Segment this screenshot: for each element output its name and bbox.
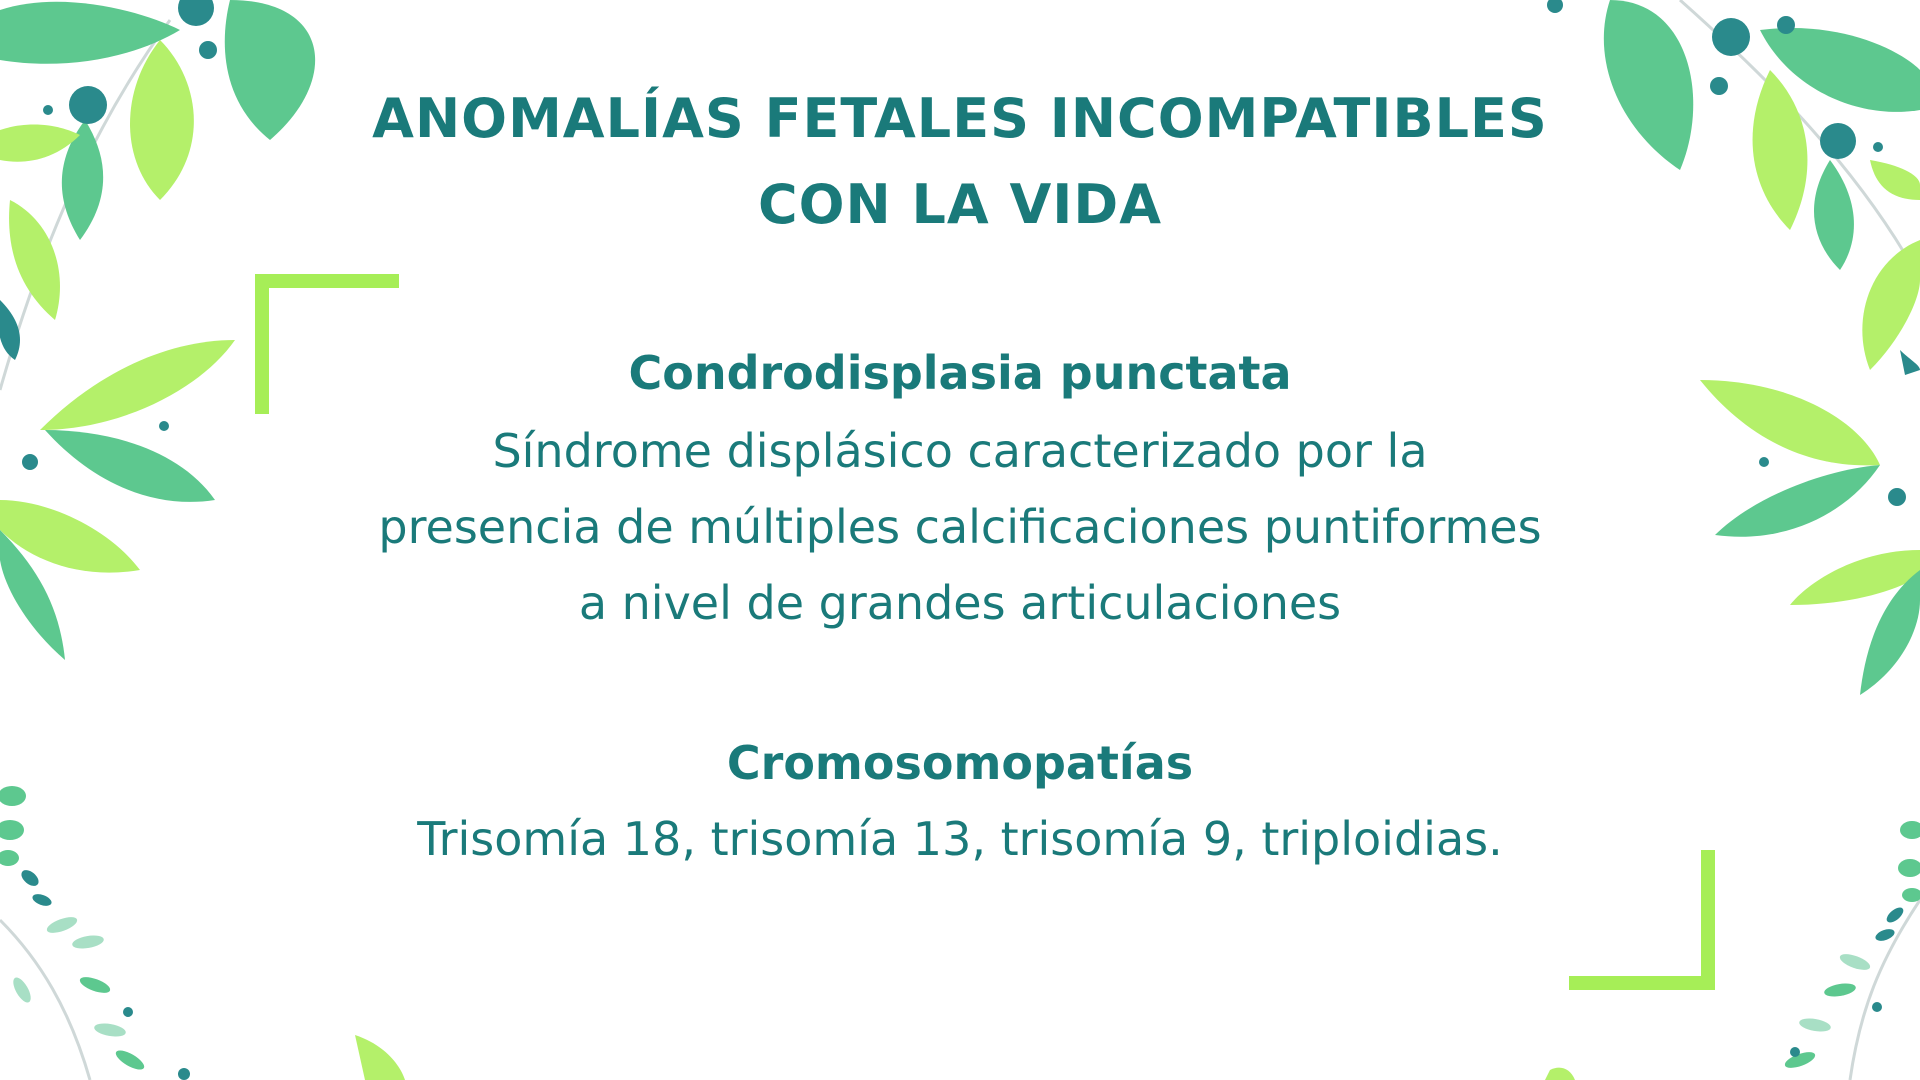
leaf-icon [1902, 888, 1920, 902]
corner-bracket-bottom-right-vertical [1701, 850, 1715, 990]
leaf-icon [1783, 1049, 1817, 1071]
corner-bracket-top-left-horizontal [255, 274, 399, 288]
corner-bracket-bottom-right-horizontal [1569, 976, 1715, 990]
page-title-line-2: CON LA VIDA [757, 173, 1163, 236]
berry-dot-icon [1547, 0, 1563, 13]
berry-dot-icon [1790, 1047, 1800, 1057]
berry-dot-icon [1777, 16, 1795, 34]
leaf-icon [1823, 981, 1857, 998]
section-text-line: Síndrome displásico caracterizado por la [492, 424, 1428, 478]
berry-dot-icon [178, 1068, 190, 1080]
berry-dot-icon [178, 0, 214, 26]
berry-dot-icon [1712, 18, 1750, 56]
leaf-icon [93, 1021, 127, 1038]
leaf-icon [71, 933, 105, 950]
section-text-line: a nivel de grandes articulaciones [578, 576, 1342, 630]
leaf-icon [113, 1047, 147, 1073]
section-text-line: presencia de múltiples calcificaciones puntiformes [378, 500, 1542, 554]
leaf-icon [45, 914, 79, 936]
leaf-icon [1884, 905, 1906, 926]
page-title-line-1: ANOMALÍAS FETALES INCOMPATIBLES [372, 87, 1548, 150]
leaf-icon [1798, 1016, 1832, 1033]
section-text-line: Trisomía 18, trisomía 13, trisomía 9, triploidias. [417, 812, 1503, 866]
leaf-icon [10, 975, 34, 1005]
section-heading-cromosomopatias: Cromosomopatías [726, 736, 1194, 790]
leaf-icon [1545, 1068, 1575, 1080]
berry-dot-icon [199, 41, 217, 59]
section-heading-condrodisplasia: Condrodisplasia punctata [628, 346, 1292, 400]
leaf-icon [355, 1035, 405, 1080]
berry-dot-icon [123, 1007, 133, 1017]
leaf-icon [1874, 927, 1896, 943]
leaf-icon [1838, 951, 1872, 973]
leaf-icon [18, 867, 41, 889]
leaf-icon [78, 974, 112, 996]
leaf-icon [31, 892, 53, 908]
berry-dot-icon [1872, 1002, 1882, 1012]
